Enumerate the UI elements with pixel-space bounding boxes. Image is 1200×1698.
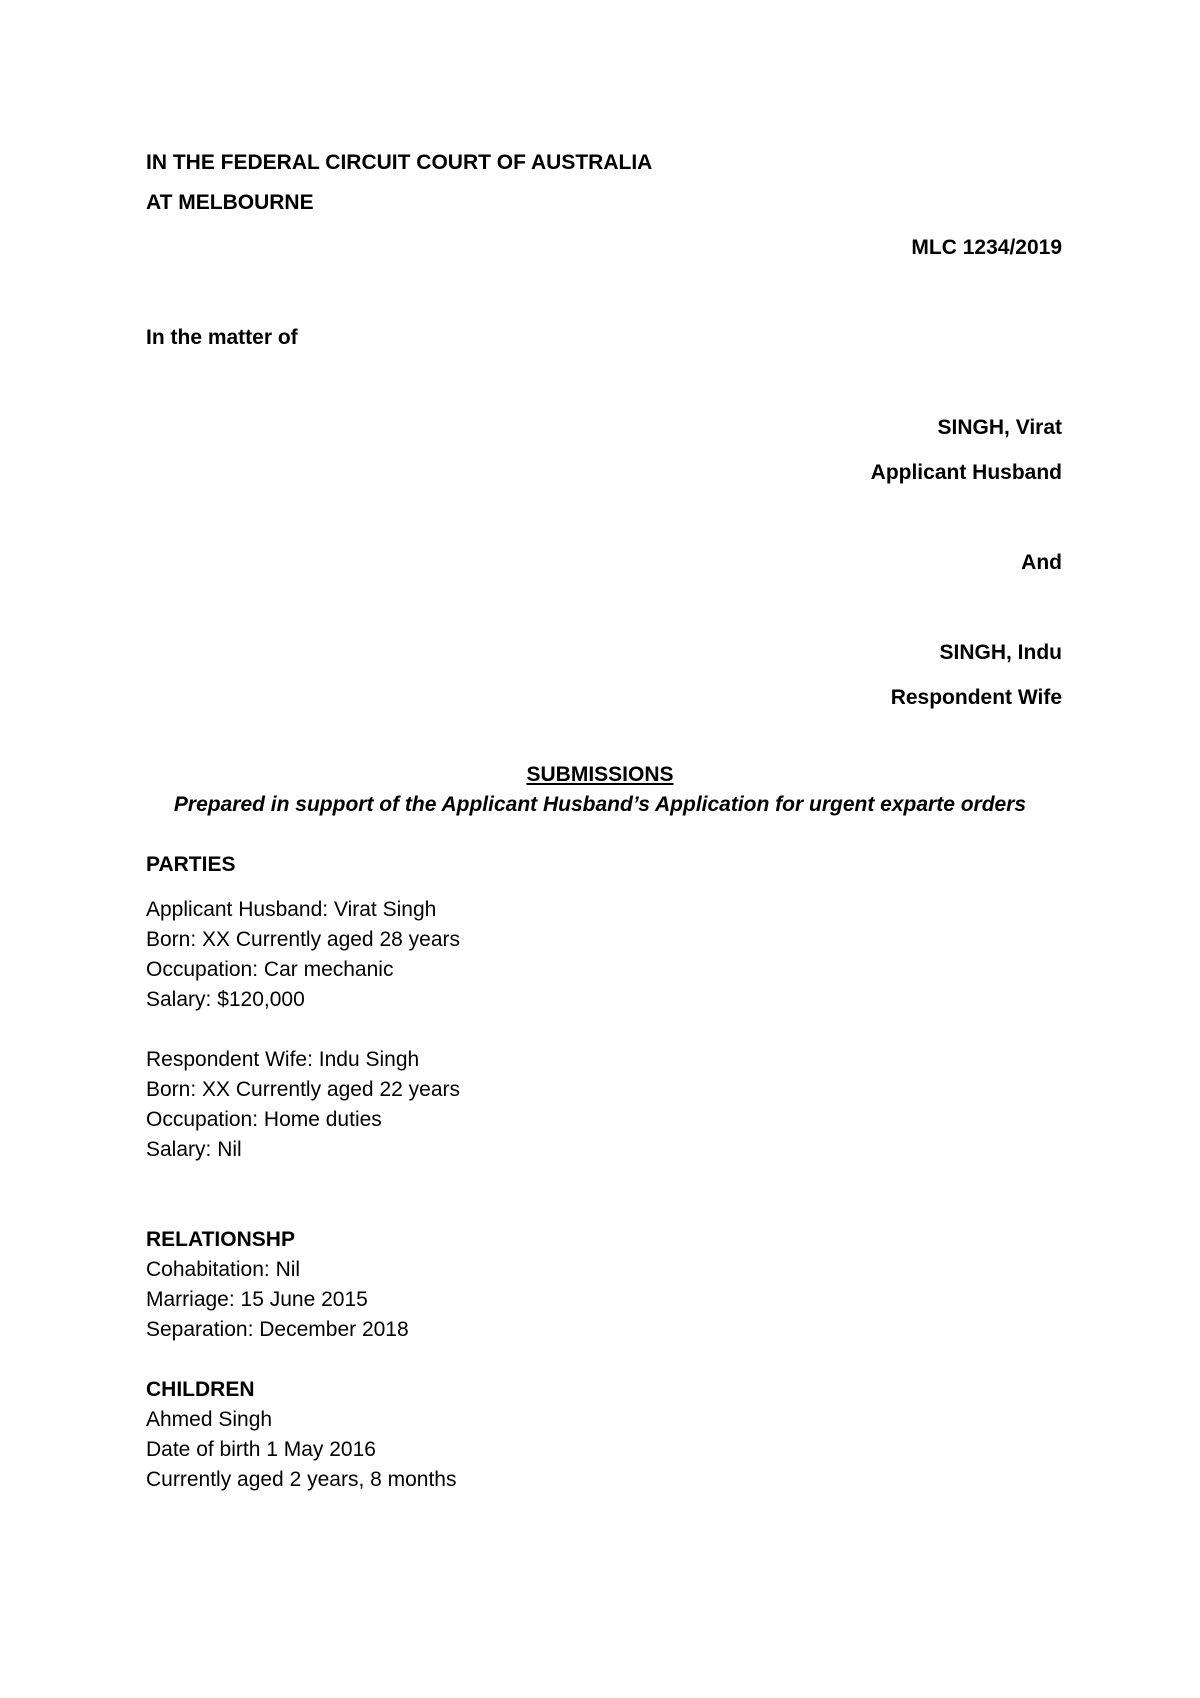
party-conjunction: And xyxy=(1021,551,1062,574)
court-name: IN THE FEDERAL CIRCUIT COURT OF AUSTRALIA xyxy=(146,151,653,174)
submissions-heading: SUBMISSIONS xyxy=(526,763,674,786)
detail-line: Occupation: Car mechanic xyxy=(146,958,394,981)
matter-intro: In the matter of xyxy=(146,326,298,349)
file-number: MLC 1234/2019 xyxy=(911,236,1062,259)
detail-line: Applicant Husband: Virat Singh xyxy=(146,898,437,921)
parties-heading: PARTIES xyxy=(146,853,236,876)
relationship-details xyxy=(146,1255,409,1345)
detail-line: Marriage: 15 June 2015 xyxy=(146,1288,368,1311)
respondent-name: SINGH, Indu xyxy=(939,641,1062,664)
court-location: AT MELBOURNE xyxy=(146,191,314,214)
applicant-role: Applicant Husband xyxy=(870,461,1062,484)
detail-line: Cohabitation: Nil xyxy=(146,1258,301,1281)
detail-line: Born: XX Currently aged 22 years xyxy=(146,1078,460,1101)
children-heading: CHILDREN xyxy=(146,1378,255,1401)
detail-line: Separation: December 2018 xyxy=(146,1318,409,1341)
detail-line: Currently aged 2 years, 8 months xyxy=(146,1468,457,1491)
detail-line: Born: XX Currently aged 28 years xyxy=(146,928,460,951)
detail-line: Ahmed Singh xyxy=(146,1408,273,1431)
detail-line: Date of birth 1 May 2016 xyxy=(146,1438,376,1461)
children-details xyxy=(146,1405,457,1495)
relationship-heading: RELATIONSHP xyxy=(146,1228,295,1251)
respondent-role: Respondent Wife xyxy=(890,686,1062,709)
detail-line: Occupation: Home duties xyxy=(146,1108,382,1131)
submissions-subheading: Prepared in support of the Applicant Husband’s Application for urgent exparte orders xyxy=(173,793,1027,816)
detail-line: Salary: $120,000 xyxy=(146,988,305,1011)
applicant-details xyxy=(146,895,460,1015)
detail-line: Salary: Nil xyxy=(146,1138,242,1161)
respondent-details xyxy=(146,1045,460,1165)
detail-line: Respondent Wife: Indu Singh xyxy=(146,1048,420,1071)
applicant-name: SINGH, Virat xyxy=(937,416,1062,439)
